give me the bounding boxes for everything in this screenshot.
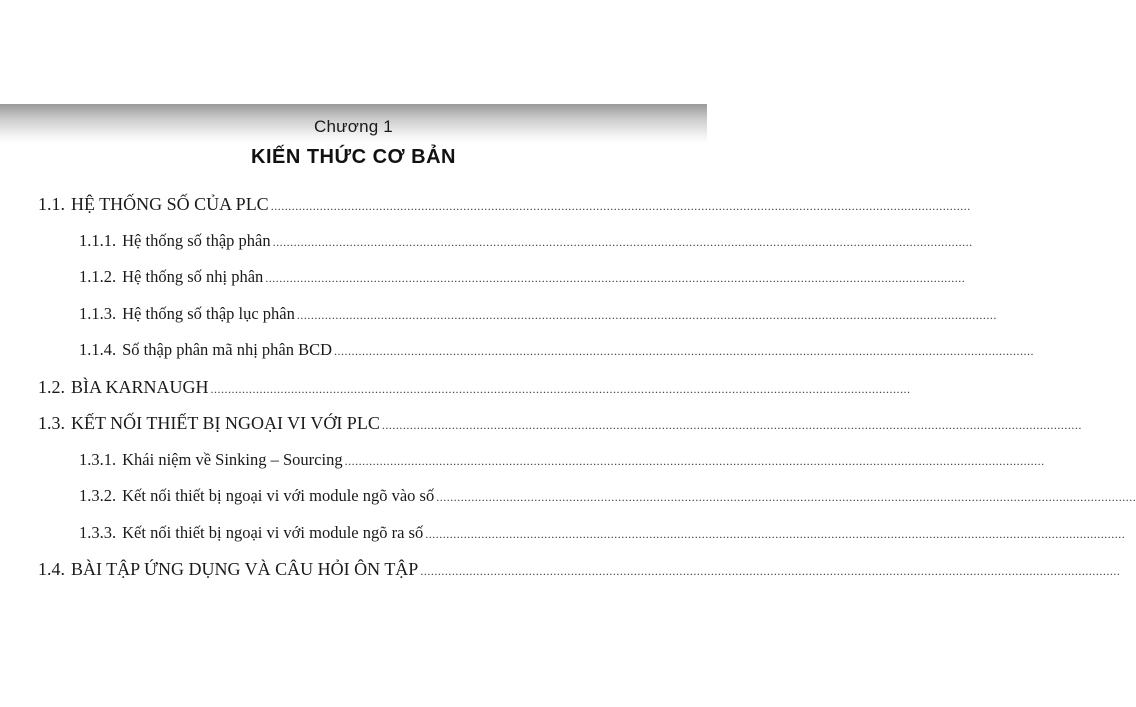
toc-entry-1-3-2	[38, 486, 1136, 523]
toc-entry-number: 1.1.2.	[79, 267, 117, 286]
chapter-label: Chương 1	[314, 117, 393, 136]
toc-entry-number: 1.4.	[38, 559, 65, 579]
toc-entry-number: 1.1.	[38, 194, 65, 214]
toc-dot-leader: ........................................................................................................................................................................................................	[265, 271, 966, 285]
toc-entry-1-1-1	[38, 230, 973, 268]
toc-entry-number: 1.3.1.	[79, 449, 117, 469]
toc-entry-title: Hệ thống số nhị phân	[122, 267, 264, 286]
toc-entry-number: 1.2.	[38, 376, 65, 397]
toc-entry-title: BÀI TẬP ỨNG DỤNG VÀ CÂU HỎI ÔN TẬP	[71, 559, 419, 579]
toc-entry-number: 1.3.2.	[79, 486, 117, 505]
toc-entry-number: 1.1.4.	[79, 340, 117, 359]
toc-dot-leader: ........................................................................................................................................................................................................	[425, 526, 1126, 541]
table-of-contents	[38, 194, 1136, 596]
toc-entry-title: KẾT NỐI THIẾT BỊ NGOẠI VI VỚI PLC	[71, 413, 380, 433]
toc-dot-leader: ........................................................................................................................................................................................................	[334, 344, 1035, 358]
toc-entry-number: 1.3.3.	[79, 522, 117, 542]
toc-dot-leader: ........................................................................................................................................................................................................	[272, 234, 973, 249]
toc-entry-1-1	[38, 194, 971, 231]
toc-entry-number: 1.1.1.	[79, 230, 117, 250]
toc-dot-leader: ........................................................................................................................................................................................................	[420, 564, 1121, 578]
toc-dot-leader: ........................................................................................................................................................................................................	[270, 199, 971, 213]
toc-entry-title: Hệ thống số thập phân	[122, 230, 271, 250]
toc-entry-title: HỆ THỐNG SỐ CỦA PLC	[71, 194, 269, 214]
toc-entry-title: Khái niệm về Sinking – Sourcing	[122, 449, 343, 469]
toc-entry-title: Số thập phân mã nhị phân BCD	[122, 340, 333, 359]
chapter-title: KIẾN THỨC CƠ BẢN	[251, 146, 456, 168]
toc-entry-1-1-2	[38, 267, 966, 304]
toc-dot-leader: ........................................................................................................................................................................................................	[436, 490, 1136, 504]
toc-dot-leader: ........................................................................................................................................................................................................	[296, 307, 997, 322]
toc-entry-1-3-3	[38, 522, 1126, 560]
toc-entry-1-1-3	[38, 303, 997, 341]
toc-entry-title: Kết nối thiết bị ngoại vi với module ngõ ra số	[122, 522, 424, 542]
toc-entry-number: 1.3.	[38, 413, 65, 433]
toc-entry-1-3	[38, 413, 1082, 450]
toc-entry-1-4	[38, 559, 1121, 596]
toc-entry-1-3-1	[38, 449, 1045, 487]
toc-entry-title: Hệ thống số thập lục phân	[122, 303, 295, 323]
toc-dot-leader: ........................................................................................................................................................................................................	[381, 418, 1082, 432]
toc-entry-1-2	[38, 376, 911, 414]
toc-entry-title: Kết nối thiết bị ngoại vi với module ngõ vào số	[122, 486, 435, 505]
toc-entry-1-1-4	[38, 340, 1035, 377]
toc-entry-title: BÌA KARNAUGH	[71, 376, 209, 397]
toc-entry-number: 1.1.3.	[79, 303, 117, 323]
toc-dot-leader: ........................................................................................................................................................................................................	[344, 453, 1045, 468]
toc-dot-leader: ........................................................................................................................................................................................................	[210, 381, 911, 396]
